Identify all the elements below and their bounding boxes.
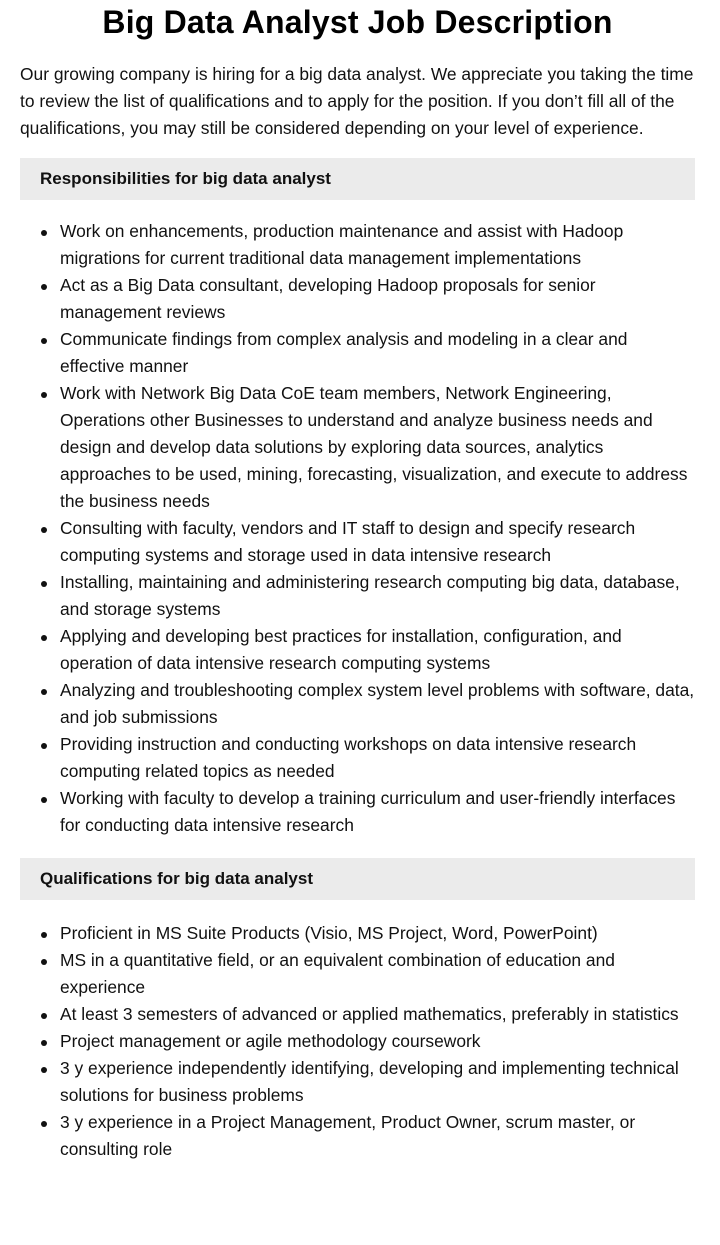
page-title: Big Data Analyst Job Description bbox=[102, 4, 613, 40]
list-item: Providing instruction and conducting workshops on data intensive research computing related topics as needed bbox=[60, 731, 695, 785]
list-item: Applying and developing best practices for installation, configuration, and operation of data intensive research computing systems bbox=[60, 623, 695, 677]
bullet-icon bbox=[41, 932, 47, 938]
list-item: Communicate findings from complex analysis and modeling in a clear and effective manner bbox=[60, 326, 695, 380]
list-item: Work on enhancements, production maintenance and assist with Hadoop migrations for current traditional data management implementations bbox=[60, 218, 695, 272]
list-item: 3 y experience in a Project Management, Product Owner, scrum master, or consulting role bbox=[60, 1109, 695, 1163]
bullet-icon bbox=[41, 1013, 47, 1019]
list-item: MS in a quantitative field, or an equivalent combination of education and experience bbox=[60, 947, 695, 1001]
bullet-icon bbox=[41, 581, 47, 587]
intro-paragraph: Our growing company is hiring for a big data analyst. We appreciate you taking the time to review the list of qualifications and to apply for the position. If you don’t fill all of the qualifications, you may still be considered depending on your level of experience. bbox=[20, 64, 694, 138]
list-item: Working with faculty to develop a training curriculum and user-friendly interfaces for conducting data intensive research bbox=[60, 785, 695, 839]
list-item: Analyzing and troubleshooting complex system level problems with software, data, and job submissions bbox=[60, 677, 695, 731]
qualifications-list bbox=[20, 920, 695, 1163]
bullet-icon bbox=[41, 1067, 47, 1073]
bullet-icon bbox=[41, 635, 47, 641]
list-item: Installing, maintaining and administering research computing big data, database, and storage systems bbox=[60, 569, 695, 623]
list-item: Work with Network Big Data CoE team members, Network Engineering, Operations other Businesses to understand and analyze business needs and design and develop data solutions by exploring data sources, analytics approaches to be used, mining, forecasting, visualization, and execute to address the business needs bbox=[60, 380, 695, 515]
bullet-icon bbox=[41, 1040, 47, 1046]
bullet-icon bbox=[41, 392, 47, 398]
list-item: Project management or agile methodology coursework bbox=[60, 1028, 695, 1055]
list-item: Consulting with faculty, vendors and IT staff to design and specify research computing systems and storage used in data intensive research bbox=[60, 515, 695, 569]
list-item: 3 y experience independently identifying, developing and implementing technical solutions for business problems bbox=[60, 1055, 695, 1109]
bullet-icon bbox=[41, 230, 47, 236]
list-item: At least 3 semesters of advanced or applied mathematics, preferably in statistics bbox=[60, 1001, 695, 1028]
bullet-icon bbox=[41, 284, 47, 290]
qualifications-section-header: Qualifications for big data analyst bbox=[20, 858, 695, 900]
bullet-icon bbox=[41, 1121, 47, 1127]
bullet-icon bbox=[41, 527, 47, 533]
bullet-icon bbox=[41, 797, 47, 803]
list-item: Act as a Big Data consultant, developing Hadoop proposals for senior management reviews bbox=[60, 272, 695, 326]
responsibilities-list bbox=[20, 218, 695, 839]
bullet-icon bbox=[41, 689, 47, 695]
bullet-icon bbox=[41, 743, 47, 749]
responsibilities-section-header: Responsibilities for big data analyst bbox=[20, 158, 695, 200]
bullet-icon bbox=[41, 338, 47, 344]
bullet-icon bbox=[41, 959, 47, 965]
list-item: Proficient in MS Suite Products (Visio, MS Project, Word, PowerPoint) bbox=[60, 920, 695, 947]
